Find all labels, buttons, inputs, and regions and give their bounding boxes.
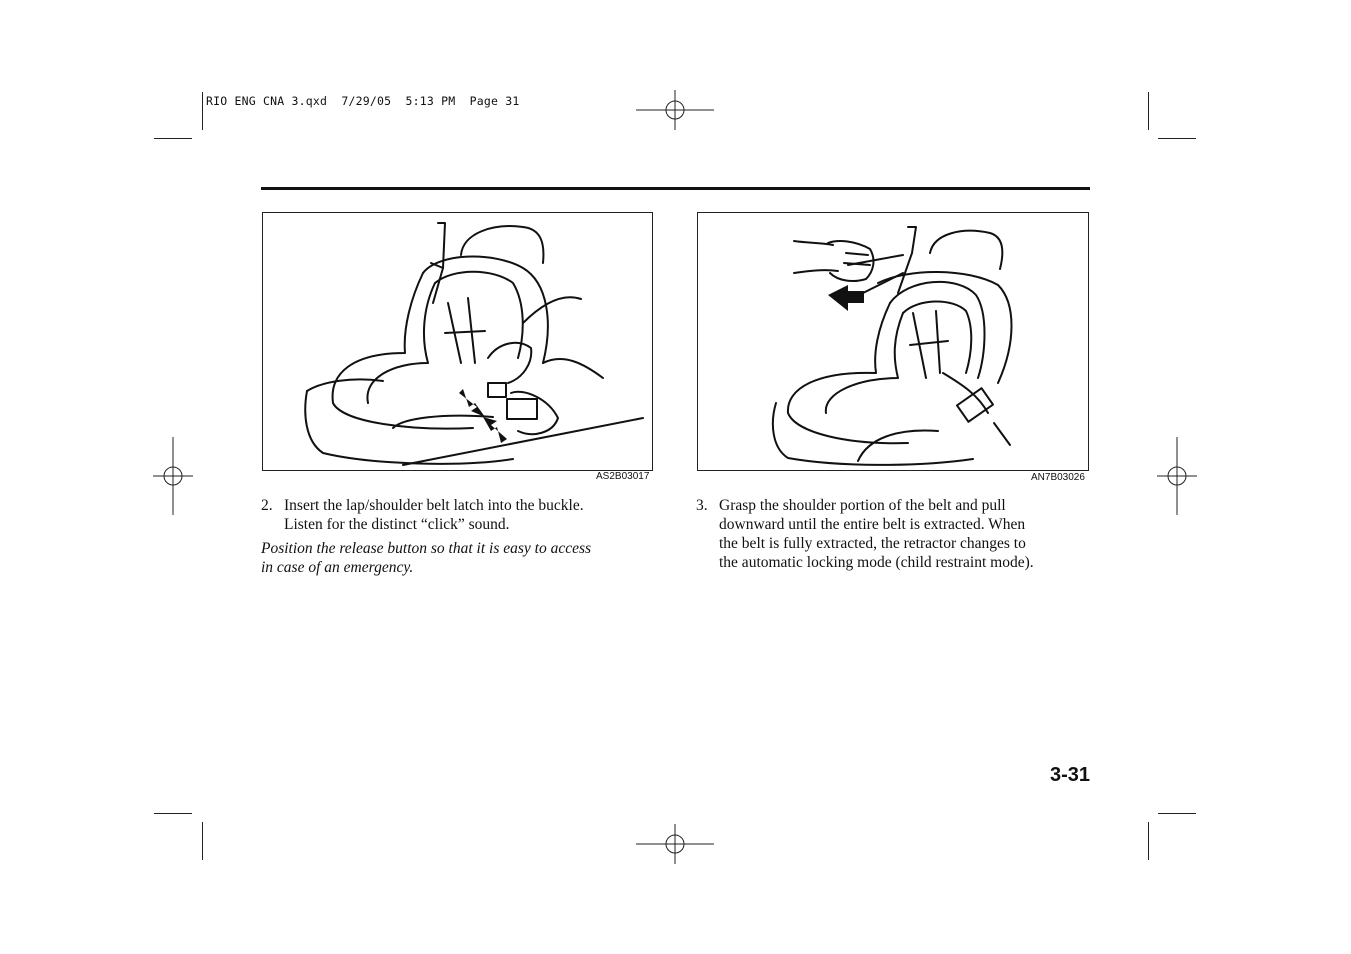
note-line: in case of an emergency. <box>261 559 414 576</box>
instruction-step-3 <box>696 496 1096 572</box>
crop-mark <box>202 92 203 130</box>
step-line: the belt is fully extracted, the retractor changes to <box>719 535 1026 552</box>
registration-mark-icon <box>636 90 714 130</box>
safety-note <box>261 539 661 577</box>
figure-belt-extract <box>697 212 1089 471</box>
figure-code: AN7B03026 <box>1031 472 1085 483</box>
crop-mark <box>154 138 192 139</box>
figure-code: AS2B03017 <box>596 471 650 482</box>
note-line: Position the release button so that it is easy to access <box>261 540 592 557</box>
crop-mark <box>202 822 203 860</box>
crop-mark <box>1148 92 1149 130</box>
page-number: 3-31 <box>1050 764 1091 786</box>
child-seat-extract-illustration-icon <box>698 213 1088 470</box>
crop-mark <box>1158 813 1196 814</box>
step-line: Insert the lap/shoulder belt latch into the buckle. <box>284 497 584 514</box>
step-line: the automatic locking mode (child restraint mode). <box>719 554 1034 571</box>
registration-mark-icon <box>1157 437 1197 515</box>
crop-mark <box>1148 822 1149 860</box>
header-rule <box>261 187 1090 190</box>
instruction-step-2 <box>261 496 661 534</box>
step-line: Grasp the shoulder portion of the belt and pull <box>719 497 1006 514</box>
step-number: 3. <box>696 497 708 514</box>
step-line: Listen for the distinct “click” sound. <box>284 516 510 533</box>
registration-mark-icon <box>153 437 193 515</box>
child-seat-buckle-illustration-icon <box>263 213 652 470</box>
step-line: downward until the entire belt is extracted. When <box>719 516 1026 533</box>
figure-buckle-insert <box>262 212 653 471</box>
print-slug: RIO ENG CNA 3.qxd 7/29/05 5:13 PM Page 31 <box>206 94 520 108</box>
registration-mark-icon <box>636 824 714 864</box>
step-number: 2. <box>261 497 273 514</box>
crop-mark <box>1158 138 1196 139</box>
crop-mark <box>154 813 192 814</box>
